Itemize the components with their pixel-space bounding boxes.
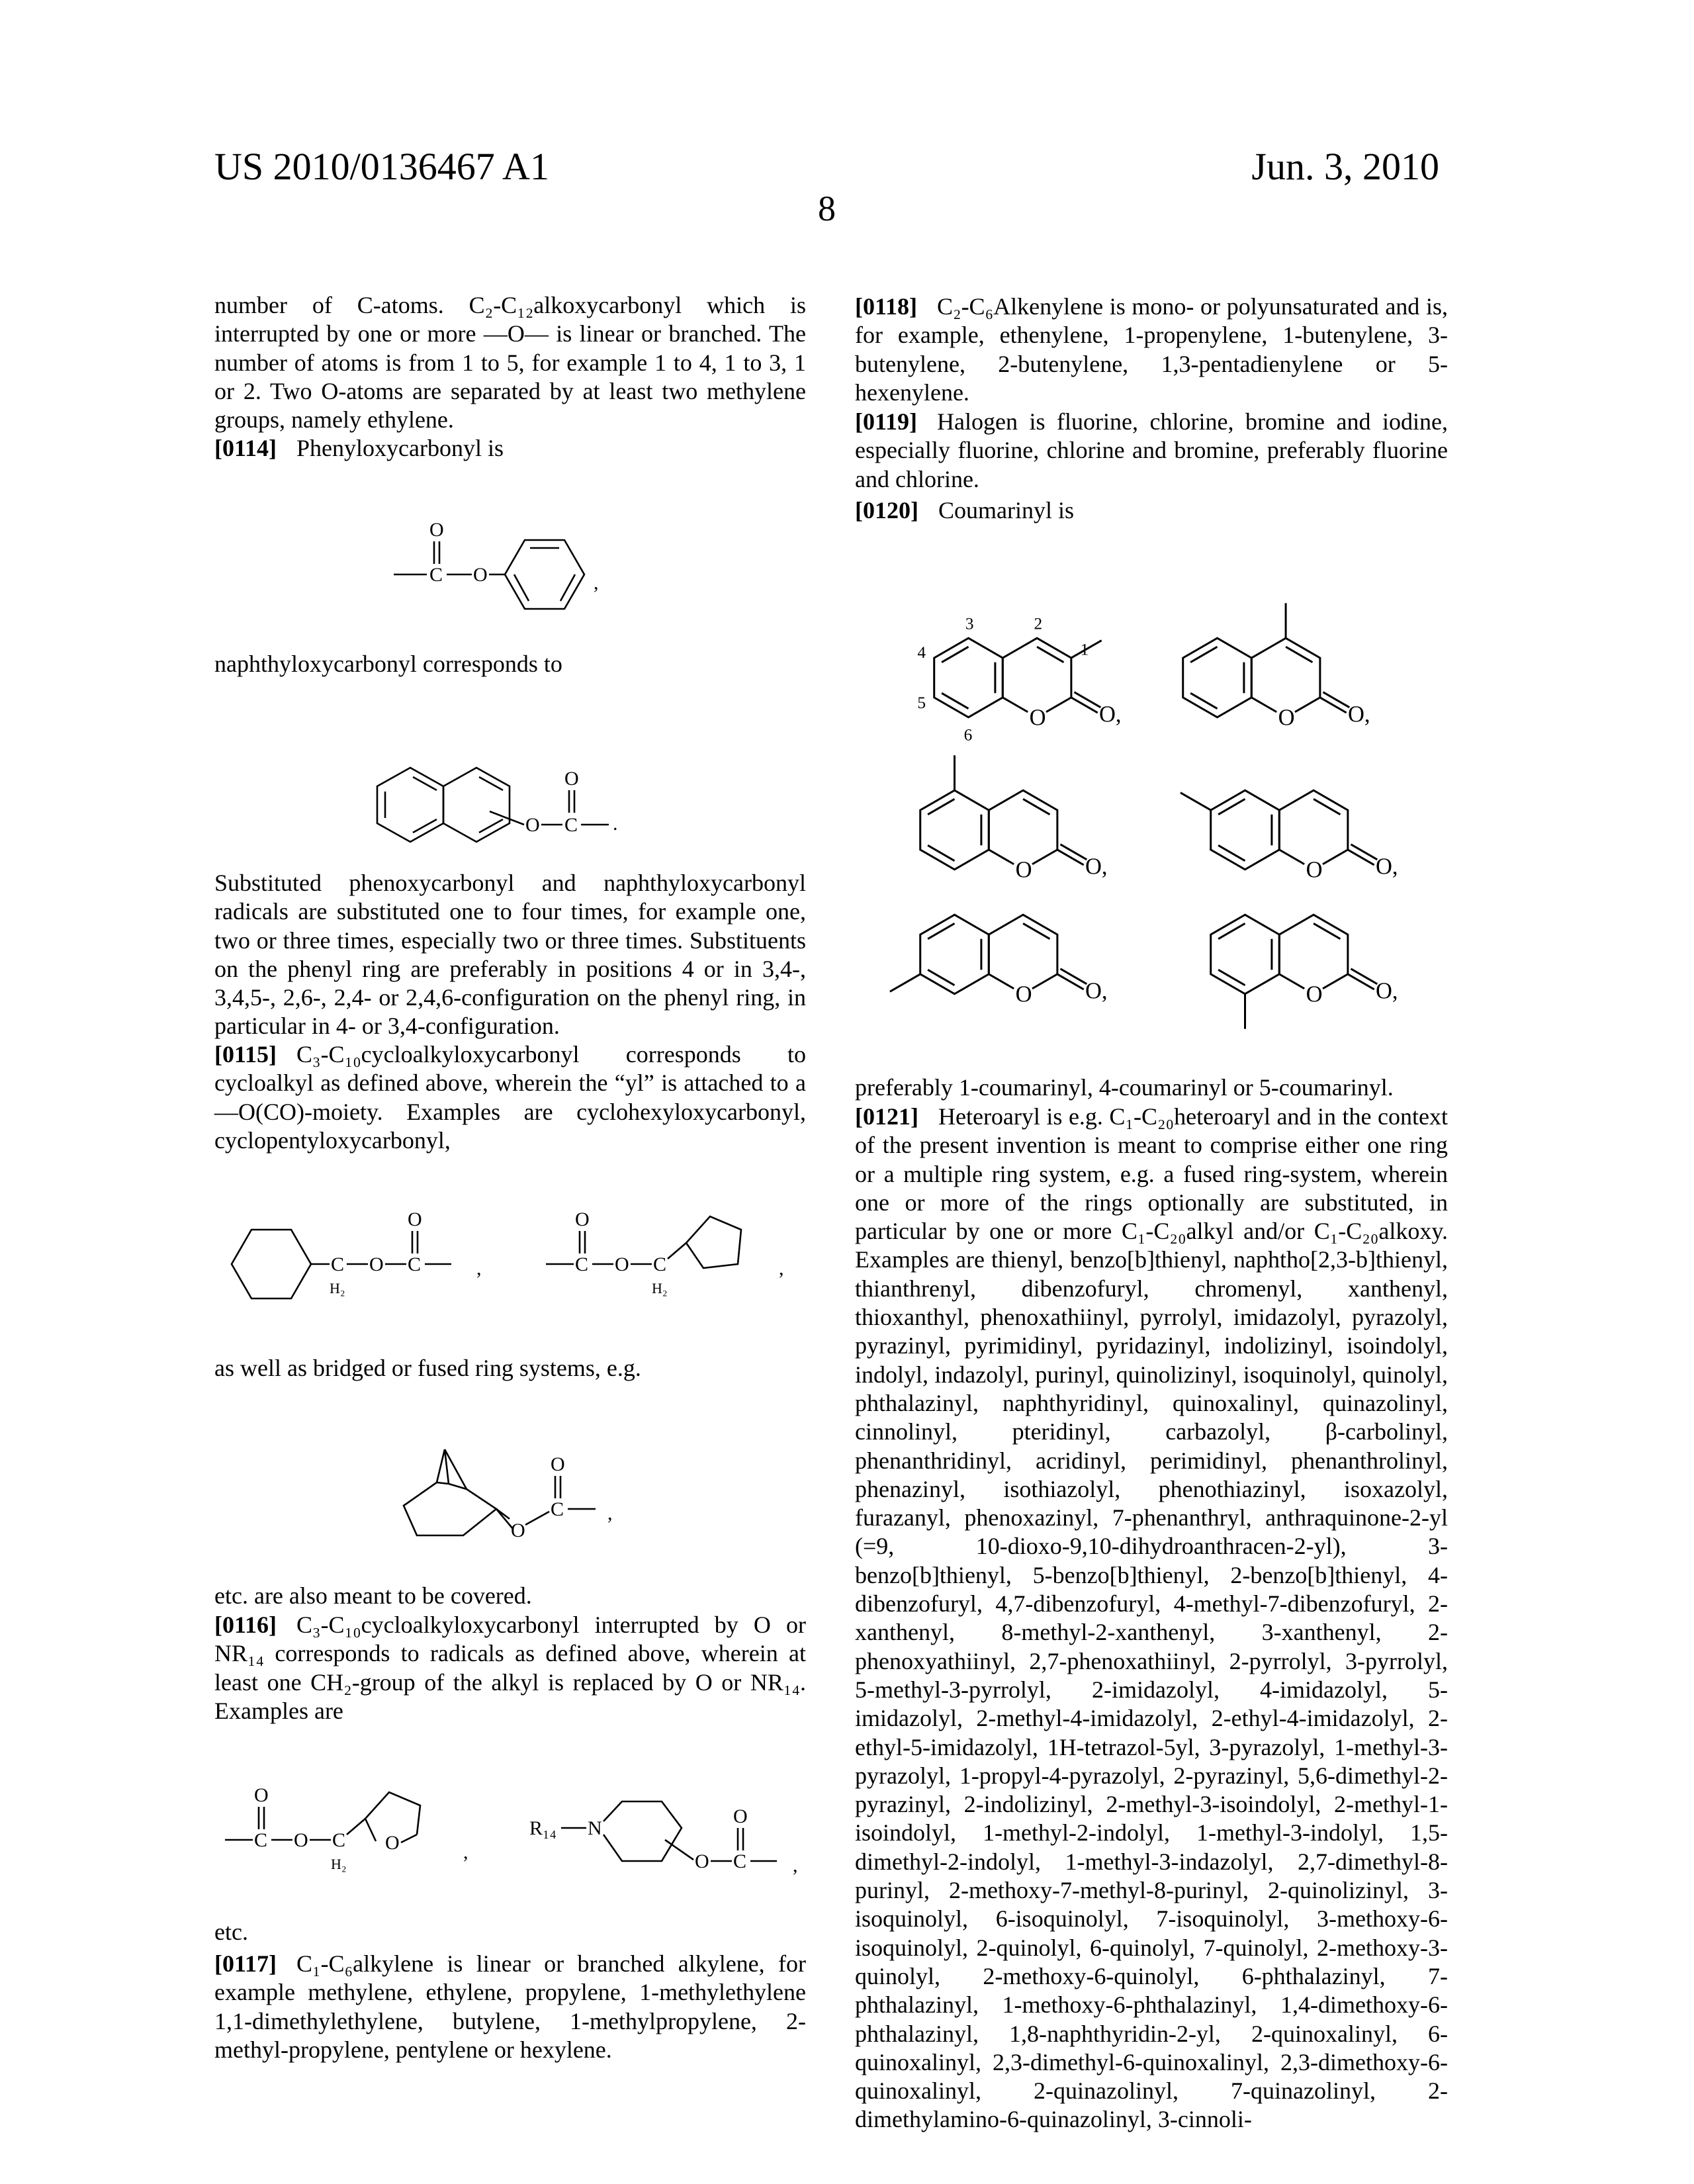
position-label: 3 xyxy=(965,614,974,633)
position-label: 2 xyxy=(1034,614,1042,633)
ring-oxygen-label: O xyxy=(1306,857,1323,882)
atom-label: O xyxy=(551,1453,565,1475)
atom-label: O xyxy=(511,1520,525,1541)
double-bond xyxy=(1190,693,1217,708)
atom-label: C xyxy=(564,814,578,836)
paragraph-text: Halogen is fluorine, chlorine, bromine and iodine, especially fluorine, chlorine and bromine, preferably fluorine and chlorine. xyxy=(855,408,1448,492)
double-bond xyxy=(928,799,954,814)
ring-bond xyxy=(920,915,989,994)
atom-label: O xyxy=(385,1832,400,1854)
ring-oxygen-label: O xyxy=(1306,981,1323,1007)
ring-oxygen-label: O xyxy=(1030,705,1046,730)
position-label: 1 xyxy=(1081,641,1089,659)
tetrahydrofuranyl-ester-structure xyxy=(218,1787,496,1893)
carbonyl-oxygen-label: O, xyxy=(1376,854,1398,880)
page-number: 8 xyxy=(818,189,836,228)
ring-oxygen-label: O xyxy=(1278,705,1295,730)
paragraph-0118 xyxy=(855,293,1448,407)
paragraph-text: C₁-C₆alkylene is linear or branched alkylene, for example methylene, ethylene, propylene, 1-methylethylene 1,1-dimethylethylene, butylene, 1-methylpropylene, 2-methyl-propylene, pentylene or hexylene. xyxy=(214,1950,806,2063)
paragraph-0121 xyxy=(855,1103,1448,2134)
punctuation: , xyxy=(463,1841,468,1863)
ring-bond xyxy=(1211,915,1280,994)
etc-note: etc. xyxy=(214,1918,806,1946)
carbonyl-oxygen-label: O, xyxy=(1348,702,1370,727)
methyl-bond xyxy=(1181,793,1211,810)
atom-label: C xyxy=(254,1829,267,1851)
atom-label: C xyxy=(551,1498,564,1520)
atom-label: O xyxy=(429,519,444,541)
punctuation: , xyxy=(476,1257,482,1279)
double-bond xyxy=(1218,799,1245,814)
paragraph-text: C₂-C₆Alkenylene is mono- or polyunsaturated and is, for example, ethenylene, 1-propenylene, 1-butenylene, 3-butenylene, 2-butenylene, 1,3-pentadienylene or 5-hexenylene. xyxy=(855,293,1448,406)
paragraph-text: Heteroaryl is e.g. C₁-C₂₀heteroaryl and in the context of the present invention is meant to comprise either one ring or a multiple ring system, e.g. a fused ring-system, wherein one or more of the rings optionally are substituted, in particular by one or more C₁-C₂₀alkyl and/or C₁-C₂₀alkoxy. Examples are thienyl, benzo[b]thienyl, naphtho[2,3-b]thienyl, thianthrenyl, dibenzofuryl, chromenyl, xanthenyl, thioxanthyl, phenoxathiinyl, pyrrolyl, imidazolyl, pyrazolyl, pyrazinyl, pyrimidinyl, pyridazinyl, indolizinyl, isoindolyl, indolyl, indazolyl, purinyl, quinolizinyl, isoquinolyl, quinolyl, phthalazinyl, naphthyridinyl, quinoxalinyl, quinazolinyl, cinnolinyl, pteridinyl, carbazolyl, β-carbolinyl, phenanthridinyl, acridinyl, perimidinyl, phenanthrolinyl, phenazinyl, isothiazolyl, phenothiazinyl, isoxazolyl, furazanyl, phenoxazinyl, 7-phenanthryl, anthraquinone-2-yl (=9, 10-dioxo-9,10-dihydroanthracen-2-yl), 3-benzo[b]thienyl, 5-benzo[b]thienyl, 2-benzo[b]thienyl, 4-dibenzofuryl, 4,7-dibenzofuryl, 4-methyl-7-dibenzofuryl, 2-xanthenyl, 8-methyl-2-xanthenyl, 3-xanthenyl, 2-phenoxyathiinyl, 2,7-phenoxathiinyl, 2-pyrrolyl, 3-pyrrolyl, 5-methyl-3-pyrrolyl, 2-imidazolyl, 4-imidazolyl, 5-imidazolyl, 2-methyl-4-imidazolyl, 2-ethyl-4-imidazolyl, 2-ethyl-5-imidazolyl, 1H-tetrazol-5yl, 3-pyrazolyl, 1-methyl-3-pyrazolyl, 1-propyl-4-pyrazolyl, 2-pyrazinyl, 5,6-dimethyl-2-pyrazinyl, 2-indolizinyl, 2-methyl-3-isoindolyl, 2-methyl-1-isoindolyl, 1-methyl-2-indolyl, 1-methyl-3-indolyl, 1,5-dimethyl-2-indolyl, 1-methyl-3-indazolyl, 2,7-dimethyl-8-purinyl, 2-methoxy-7-methyl-8-purinyl, 2-quinolizinyl, 3-isoquinolyl, 6-isoquinolyl, 7-isoquinolyl, 3-methoxy-6-isoquinolyl, 2-quinolyl, 6-quinolyl, 7-quinolyl, 2-methoxy-3-quinolyl, 2-methoxy-6-quinolyl, 6-phthalazinyl, 7-phthalazinyl, 1-methoxy-6-phthalazinyl, 1,4-dimethoxy-6-phthalazinyl, 1,8-naphthyridin-2-yl, 2-quinoxalinyl, 6-quinoxalinyl, 2,3-dimethyl-6-quinoxalinyl, 2,3-dimethoxy-6-quinoxalinyl, 2-quinazolinyl, 7-quinazolinyl, 2-dimethylamino-6-quinazolinyl, 3-cinnoli- xyxy=(855,1103,1448,2132)
double-bond xyxy=(1314,799,1340,814)
double-bond xyxy=(1023,923,1049,938)
carbonyl-oxygen-label: O, xyxy=(1085,979,1108,1004)
paragraph-text: Coumarinyl is xyxy=(938,497,1074,523)
atom-label: C xyxy=(332,1829,345,1851)
atom-label: O xyxy=(525,814,540,836)
coumarinyl-structure xyxy=(1161,855,1466,1054)
atom-label: H₂ xyxy=(330,1280,345,1297)
paragraph-text: Phenyloxycarbonyl is xyxy=(296,435,504,461)
atom-label: O xyxy=(408,1208,422,1230)
double-bond xyxy=(1190,647,1217,662)
position-label: 5 xyxy=(917,694,926,712)
atom-label: H₂ xyxy=(331,1856,347,1872)
double-bond xyxy=(1023,799,1049,814)
naphthyl-intro: naphthyloxycarbonyl corresponds to xyxy=(214,650,806,678)
paragraph-0119 xyxy=(855,408,1448,494)
atom-label: O xyxy=(473,564,488,586)
paragraph-number: [0117] xyxy=(214,1950,277,1977)
paragraph-0116 xyxy=(214,1611,806,1725)
covered-note: etc. are also meant to be covered. xyxy=(214,1582,806,1610)
atom-label: C xyxy=(575,1253,588,1275)
position-label: 4 xyxy=(917,643,926,662)
atom-label: N xyxy=(588,1817,602,1839)
paragraph-number: [0118] xyxy=(855,293,917,320)
bridged-intro: as well as bridged or fused ring systems, e.g. xyxy=(214,1354,806,1383)
paragraph-0117 xyxy=(214,1950,806,2064)
atom-label: O xyxy=(615,1253,629,1275)
double-bond xyxy=(942,647,968,662)
paragraph-0115 xyxy=(214,1040,806,1155)
paragraph-number: [0120] xyxy=(855,497,918,523)
carbonyl-oxygen-label: O, xyxy=(1085,854,1108,880)
double-bond xyxy=(1218,923,1245,938)
paragraph-intro: number of C-atoms. C₂-C₁₂alkoxycarbonyl which is interrupted by one or more —O— is linear or branched. The number of atoms is from 1 to 5, for example 1 to 4, 1 to 3, 1 or 2. Two O-atoms are separated by at least two methylene groups, namely ethylene. xyxy=(214,291,806,434)
atom-label: O xyxy=(294,1829,308,1851)
atom-label: R₁₄ xyxy=(529,1817,557,1839)
paragraph-number: [0121] xyxy=(855,1103,918,1130)
atom-label: O xyxy=(254,1784,269,1806)
paragraph-number: [0114] xyxy=(214,435,277,461)
phenyloxycarbonyl-structure xyxy=(387,510,639,615)
punctuation: , xyxy=(594,572,599,594)
punctuation: , xyxy=(779,1257,784,1279)
atom-label: O xyxy=(733,1805,748,1827)
patent-number: US 2010/0136467 A1 xyxy=(214,147,549,187)
methyl-bond xyxy=(890,974,920,991)
position-label: 6 xyxy=(964,725,973,744)
paragraph-0120 xyxy=(855,496,1448,525)
atom-label: C xyxy=(429,564,443,586)
carbonyl-oxygen-label: O, xyxy=(1099,702,1122,727)
paragraph-text: C₃-C₁₀cycloalkyloxycarbonyl corresponds to cycloalkyl as defined above, wherein the “yl” is attached to a —O(CO)-moiety. Examples are cyclohexyloxycarbonyl, cyclopentyloxycarbonyl, xyxy=(214,1041,806,1154)
paragraph-number: [0115] xyxy=(214,1041,277,1068)
ring-bond xyxy=(934,638,1003,717)
punctuation: , xyxy=(793,1854,798,1876)
double-bond xyxy=(1218,970,1245,985)
double-bond xyxy=(928,970,954,985)
atom-label: C xyxy=(653,1253,666,1275)
double-bond xyxy=(1314,923,1340,938)
atom-label: O xyxy=(369,1253,384,1275)
bicyclic-ester-structure xyxy=(397,1443,635,1549)
punctuation: , xyxy=(607,1502,613,1524)
publication-date: Jun. 3, 2010 xyxy=(1251,147,1439,187)
atom-label: O xyxy=(575,1208,590,1230)
cyclohexyloxycarbonyl-structure xyxy=(218,1211,510,1324)
atom-label: O xyxy=(564,768,579,790)
punctuation: . xyxy=(613,813,618,835)
ring-oxygen-label: O xyxy=(1016,857,1032,882)
atom-label: O xyxy=(695,1850,709,1872)
cyclopentyloxycarbonyl-structure xyxy=(539,1211,804,1324)
paragraph-text: C₃-C₁₀cycloalkyloxycarbonyl interrupted by O or NR₁₄ corresponds to radicals as defined above, wherein at least one CH₂-group of the alkyl is replaced by O or NR₁₄. Examples are xyxy=(214,1612,806,1724)
atom-label: C xyxy=(331,1253,344,1275)
atom-label: C xyxy=(408,1253,421,1275)
double-bond xyxy=(1286,647,1312,662)
double-bond xyxy=(928,923,954,938)
paragraph-substituted: Substituted phenoxycarbonyl and naphthyloxycarbonyl radicals are substituted one to four times, for example one, two or three times, especially two or three times. Substituents on the phenyl ring are preferably in positions 4 or in 3,4-, 3,4,5-, 2,6-, 2,4- or 2,4,6-configuration on the phenyl ring, in particular in 4- or 3,4-configuration. xyxy=(214,869,806,1041)
preferred-coumarinyl: preferably 1-coumarinyl, 4-coumarinyl or 5-coumarinyl. xyxy=(855,1073,1448,1102)
double-bond xyxy=(942,693,968,708)
atom-label: C xyxy=(733,1850,746,1872)
paragraph-number: [0119] xyxy=(855,408,917,435)
ring-oxygen-label: O xyxy=(1016,981,1032,1007)
paragraph-number: [0116] xyxy=(214,1612,277,1638)
paragraph-0114 xyxy=(214,434,806,463)
coumarinyl-structure xyxy=(871,855,1175,1054)
ring-bond xyxy=(1183,638,1252,717)
atom-label: H₂ xyxy=(652,1280,668,1297)
carbonyl-oxygen-label: O, xyxy=(1376,979,1398,1004)
naphthyloxycarbonyl-structure xyxy=(371,741,662,847)
double-bond xyxy=(1037,647,1063,662)
piperidinyl-ester-structure xyxy=(529,1787,814,1893)
